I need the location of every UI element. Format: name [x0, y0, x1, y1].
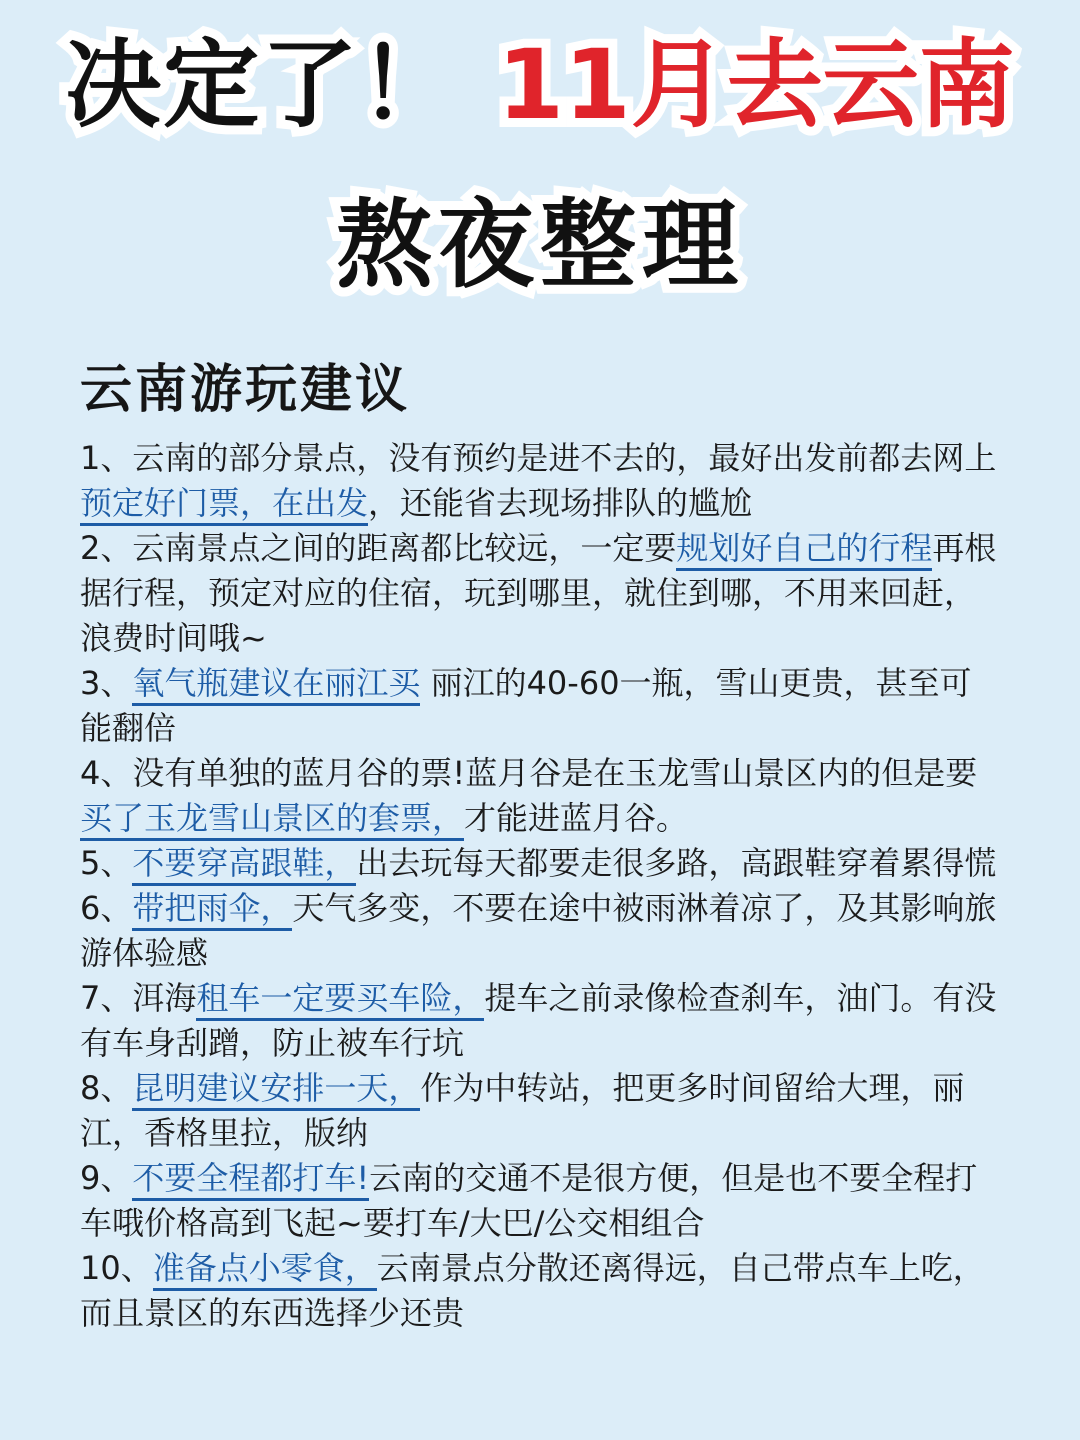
tip-text: 8、: [80, 1069, 133, 1107]
tip-highlight: 准备点小零食，: [153, 1249, 377, 1291]
tip-highlight: 规划好自己的行程: [676, 529, 932, 571]
section-title: 云南游玩建议: [80, 360, 411, 420]
tip-text: 云南的交通不是很方便，但是也不要全程打车哦价格高到飞起~要打车/大巴/公交相组合: [80, 1159, 978, 1242]
main-title: [0, 30, 1080, 140]
tip-text: 10、: [80, 1249, 153, 1287]
title-black-part: 决定了！: [65, 29, 458, 141]
tip-item: [80, 661, 1000, 751]
tip-text: 7、洱海: [80, 979, 197, 1017]
tip-text: 提车之前录像检查刹车，油门。有没有车身刮蹭，防止被车行坑: [80, 979, 997, 1062]
tip-highlight: 氧气瓶建议在丽江买: [132, 664, 420, 706]
tip-item: [80, 976, 1000, 1066]
tips-list: [80, 436, 1000, 1336]
tip-item: [80, 1156, 1000, 1246]
tip-highlight: 昆明建议安排一天，: [132, 1069, 420, 1111]
tip-highlight: 预定好门票，在出发: [80, 484, 368, 526]
tip-text: 5、: [80, 844, 133, 882]
tip-text: 2、云南景点之间的距离都比较远，一定要: [80, 529, 677, 567]
tip-text: 9、: [80, 1159, 133, 1197]
tip-text: 1、云南的部分景点，没有预约是进不去的，最好出发前都去网上: [80, 439, 997, 477]
tip-highlight: 租车一定要买车险，: [196, 979, 484, 1021]
tip-text: 天气多变，不要在途中被雨淋着凉了，及其影响旅游体验感: [80, 889, 997, 972]
tip-item: [80, 1246, 1000, 1336]
tip-item: [80, 436, 1000, 526]
title-red-part: 11月去云南: [497, 29, 1015, 141]
subtitle: 熬夜整理: [336, 189, 744, 301]
tip-text: 才能进蓝月谷。: [464, 799, 689, 837]
tip-text: 3、: [80, 664, 133, 702]
tip-text: 再根据行程，预定对应的住宿，玩到哪里，就住到哪，不用来回赶，浪费时间哦~: [80, 529, 997, 657]
tip-item: [80, 526, 1000, 661]
tip-highlight: 买了玉龙雪山景区的套票，: [80, 799, 464, 841]
tip-text: 4、没有单独的蓝月谷的票!蓝月谷是在玉龙雪山景区内的但是要: [80, 754, 978, 792]
tip-text: 作为中转站，把更多时间留给大理，丽江，香格里拉，版纳: [80, 1069, 965, 1152]
tip-text: 云南景点分散还离得远，自己带点车上吃，而且景区的东西选择少还贵: [80, 1249, 985, 1332]
tip-text: ，还能省去现场排队的尴尬: [368, 484, 753, 522]
tip-item: [80, 751, 1000, 841]
tip-item: [80, 841, 1000, 886]
tip-highlight: 不要穿高跟鞋，: [132, 844, 356, 886]
tip-highlight: 带把雨伞，: [132, 889, 292, 931]
tip-text: 出去玩每天都要走很多路，高跟鞋穿着累得慌: [356, 844, 997, 882]
tip-item: [80, 1066, 1000, 1156]
tip-text: 6、: [80, 889, 133, 927]
tip-item: [80, 886, 1000, 976]
tip-text: 丽江的40-60一瓶，雪山更贵，甚至可能翻倍: [80, 664, 972, 747]
tip-highlight: 不要全程都打车!: [132, 1159, 369, 1201]
